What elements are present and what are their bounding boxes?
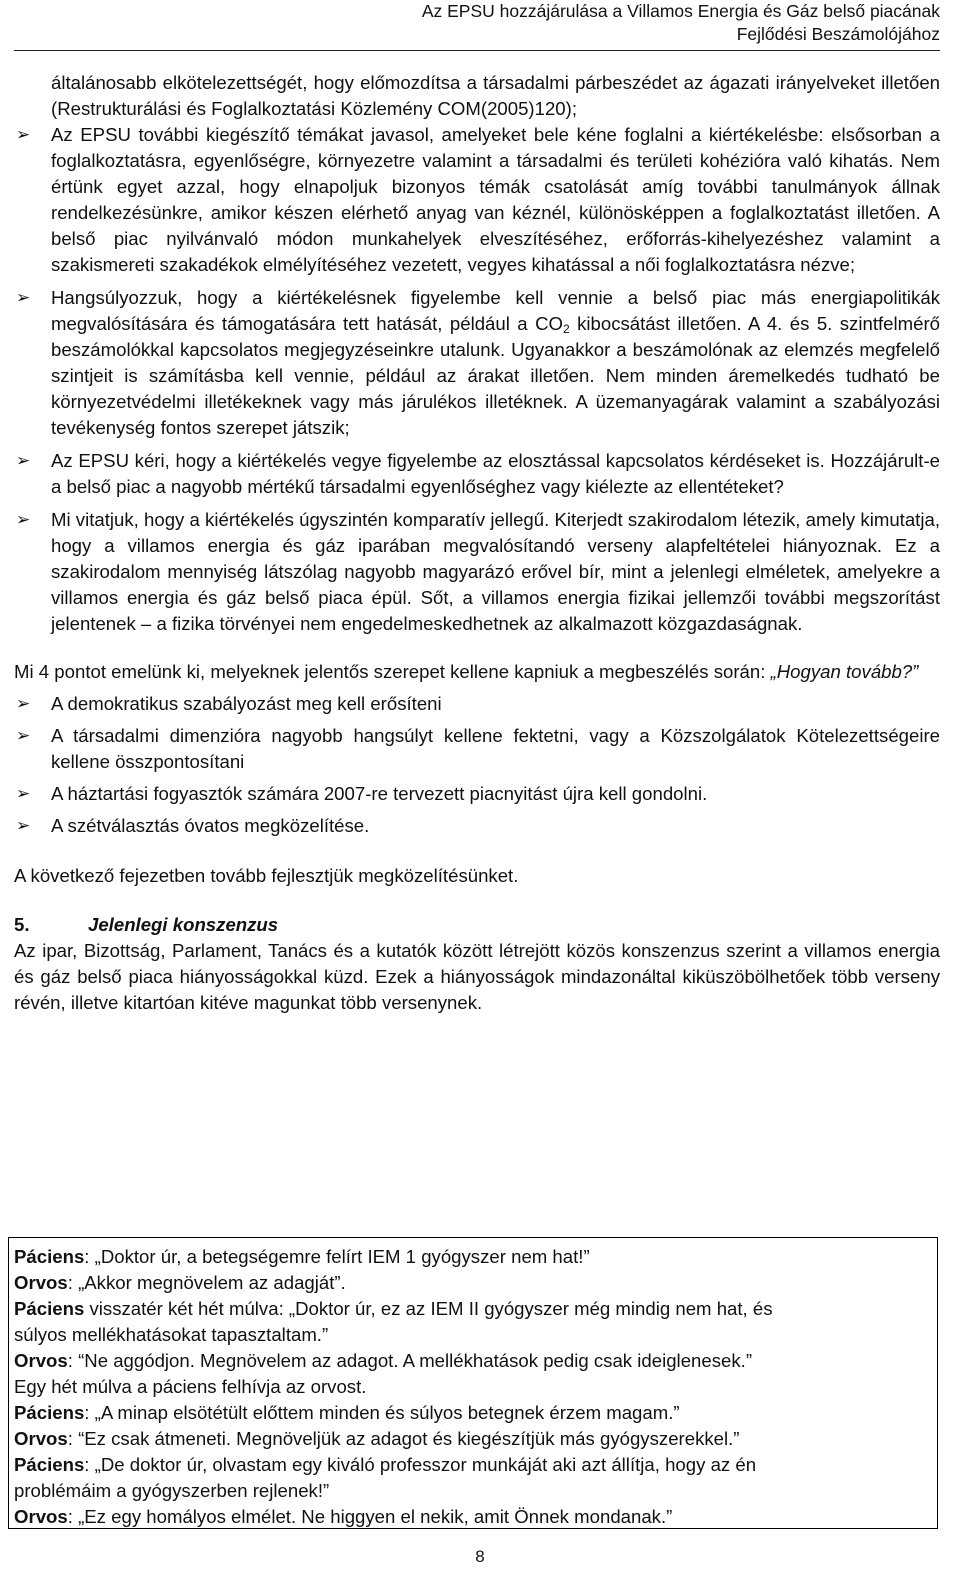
utterance: : „Akkor megnövelem az adagját”. [67,1272,346,1293]
dialogue-line [14,1426,933,1452]
points-intro-question: „Hogyan tovább?” [770,661,919,682]
header-line-1: Az EPSU hozzájárulása a Villamos Energia és Gáz belső piacának [421,1,940,21]
bullet-text: Mi vitatjuk, hogy a kiértékelés úgyszintén komparatív jellegű. Kiterjedt szakirodalom létezik, amely kimutatja, hogy a villamos energia és gáz iparában megvalósítandó verseny alapfeltételei hiányoznak. Ez a szakirodalom mennyiség látszólag nagyobb magyarázó erővel bír, mint a jelenlegi elméletek, amelyekre a villamos energia és gáz belső piaca épül. Sőt, a villamos energia fizikai jellemzői további megszorítást jelentenek – a fizika törvényei nem engedelmeskedhetnek az alkalmazott közgazdaságnak. [51,509,940,634]
dialogue-box [8,1237,938,1529]
utterance: Egy hét múlva a páciens felhívja az orvost. [14,1376,367,1397]
bullet-text: Hangsúlyozzuk, hogy a kiértékelésnek figyelembe kell vennie a belső piac más energiapolitikák megvalósítására és támogatására tett hatását, például a CO [51,287,940,334]
speaker: Orvos [14,1272,68,1293]
bullet-item [14,285,940,441]
speaker: Páciens [14,1298,85,1319]
subscript: 2 [562,322,570,336]
utterance: visszatér két hét múlva: „Doktor úr, ez az IEM II gyógyszer még mindig nem hat, és [84,1298,773,1319]
bullet-text: Az EPSU kéri, hogy a kiértékelés vegye figyelembe az elosztással kapcsolatos kérdéseket is. Hozzájárult-e a belső piac a nagyobb mértékű társadalmi egyenlőséghez vagy kiélezte az ellentéteket? [51,450,940,497]
arrowhead-bullet-icon: ➢ [16,816,31,835]
section-number: 5. [14,914,30,935]
bullet-text-cont: kibocsátást illetően. A 4. és 5. szintfelmérő beszámolókkal kapcsolatos megjegyzéseinkre utalunk. Ugyanakkor a beszámolónak az elemzés megfelelő szintjeit is számításba kell vennie, például az árakat illetően. Nem minden áremelkedés tudható be környezetvédelmi illetékeknek vagy más járulékos illetéknek. A üzemanyagárak valamint a szabályozási tevékenység fontos szerepet játszik; [51,313,940,438]
point-item [14,723,940,775]
utterance: : “Ne aggódjon. Megnövelem az adagot. A mellékhatások pedig csak ideiglenesek.” [67,1350,753,1371]
point-text: A társadalmi dimenzióra nagyobb hangsúlyt kellene fektetni, vagy a Közszolgálatok Kötelezettségeire kellene összpontosítani [51,725,940,772]
dialogue-line [14,1322,933,1348]
dialogue-line [14,1452,933,1478]
points-intro-text: Mi 4 pontot emelünk ki, melyeknek jelentős szerepet kellene kapniuk a megbeszélés során: [14,661,771,682]
point-item [14,781,940,807]
arrowhead-bullet-icon: ➢ [16,510,31,529]
dialogue-line [14,1244,933,1270]
speaker: Orvos [14,1506,68,1527]
point-text: A háztartási fogyasztók számára 2007-re tervezett piacnyitást újra kell gondolni. [51,783,708,804]
page-header [422,0,940,46]
section-title: Jelenlegi konszenzus [88,914,279,935]
speaker: Páciens [14,1402,85,1423]
dialogue-line [14,1478,933,1504]
bullet-item [14,507,940,637]
arrowhead-bullet-icon: ➢ [16,288,31,307]
intro-paragraph [14,70,940,122]
points-intro [14,659,940,685]
utterance: : „Ez egy homályos elmélet. Ne higgyen el nekik, amit Önnek mondanak.” [67,1506,673,1527]
bullet-item [14,448,940,500]
speaker: Orvos [14,1428,68,1449]
speaker: Orvos [14,1350,68,1371]
point-text: A demokratikus szabályozást meg kell erősíteni [51,693,442,714]
utterance: : „De doktor úr, olvastam egy kiváló professzor munkáját aki azt állítja, hogy az én [84,1454,757,1475]
point-item [14,813,940,839]
point-item [14,691,940,717]
section-heading [14,912,940,938]
dialogue-line [14,1504,933,1530]
speaker: Páciens [14,1454,85,1475]
page-number: 8 [475,1547,485,1566]
dialogue-line [14,1296,933,1322]
next-chapter-note: A következő fejezetben tovább fejlesztjük megközelítésünket. [14,865,519,886]
dialogue-line [14,1270,933,1296]
header-line-2: Fejlődési Beszámolójához [736,24,940,44]
bullet-item [14,122,940,278]
bullet-text: Az EPSU további kiegészítő témákat javasol, amelyeket bele kéne foglalni a kiértékelésbe: elsősorban a foglalkoztatásra, egyenlőségre, környezetre valamint a társadalmi és területi kohézióra való kihatás. Nem értünk egyet azzal, hogy elnapoljuk bizonyos témák csatolását amíg további tanulmányok állnak rendelkezésünkre, amikor készen elérhető anyag van kéznél, különösképpen a foglalkoztatást illetően. A belső piac nyilvánvaló módon munkahelyek elveszítéséhez, erőforrás-kihelyezéshez valamint a szakismereti szakadékok elmélyítéséhez vezetett, vegyes kihatással a női foglalkoztatásra nézve; [51,124,940,275]
arrowhead-bullet-icon: ➢ [16,726,31,745]
utterance: : “Ez csak átmeneti. Megnöveljük az adagot és kiegészítjük más gyógyszerekkel.” [67,1428,740,1449]
intro-text: általánosabb elkötelezettségét, hogy előmozdítsa a társadalmi párbeszédet az ágazati irányelveket illetően (Restrukturálási és Foglalkoztatási Közlemény COM(2005)120); [51,72,940,119]
dialogue-line [14,1374,933,1400]
arrowhead-bullet-icon: ➢ [16,784,31,803]
utterance: : „A minap elsötétült előttem minden és súlyos betegnek érzem magam.” [84,1402,680,1423]
dialogue-line [14,1348,933,1374]
arrowhead-bullet-icon: ➢ [16,694,31,713]
arrowhead-bullet-icon: ➢ [16,125,31,144]
dialogue-line [14,1400,933,1426]
header-rule [14,50,940,51]
speaker: Páciens [14,1246,85,1267]
document-body [14,70,940,1016]
point-text: A szétválasztás óvatos megközelítése. [51,815,370,836]
utterance: : „Doktor úr, a betegségemre felírt IEM 1 gyógyszer nem hat!” [84,1246,590,1267]
section-paragraph: Az ipar, Bizottság, Parlament, Tanács és a kutatók között létrejött közös konszenzus szerint a villamos energia és gáz belső piaca hiányosságokkal küzd. Ezek a hiányosságok mindazonáltal kiküszöbölhetőek több verseny révén, illetve kitartóan kitéve magunkat több versenynek. [14,940,940,1013]
utterance: súlyos mellékhatásokat tapasztaltam.” [14,1324,329,1345]
utterance: problémáim a gyógyszerben rejlenek!” [14,1480,330,1501]
arrowhead-bullet-icon: ➢ [16,451,31,470]
